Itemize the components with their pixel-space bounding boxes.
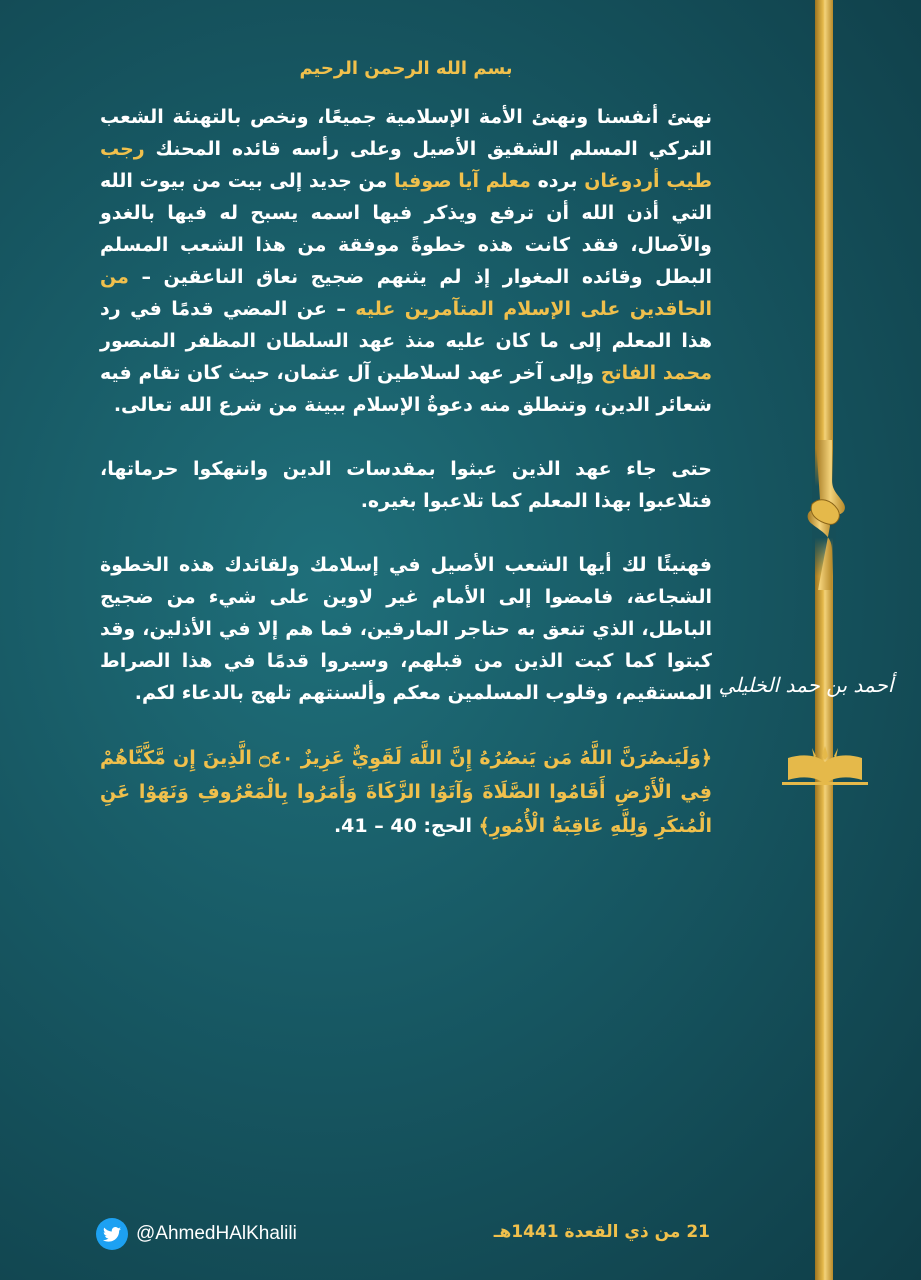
highlight-name-erdogan: رجب طيب أردوغان (100, 138, 712, 192)
text-segment: – عن المضي قدمًا في رد هذا المعلم إلى ما كان عليه منذ عهد السلطان المظفر المنصور (100, 298, 712, 352)
text-segment: وإلى آخر عهد لسلاطين آل عثمان، حيث كان تقام فيه شعائر الدين، وتنطلق منه دعوةُ الإسلام ببينة من شرع الله تعالى. (100, 362, 712, 416)
verse-text: ﴿وَلَيَنصُرَنَّ اللَّهُ مَن يَنصُرُهُ إِنَّ اللَّهَ لَقَوِيٌّ عَزِيزٌ ۝٤٠ الَّذِينَ إِن مَّكَّنَّاهُمْ فِي الْأَرْضِ أَقَامُوا الصَّلَاةَ وَآتَوُا الزَّكَاةَ وَأَمَرُوا بِالْمَعْرُوفِ وَنَهَوْا عَنِ الْمُنكَرِ وَلِلَّهِ عَاقِبَةُ الْأُمُورِ﴾ (100, 747, 712, 837)
letter-body (100, 58, 712, 843)
hijri-date: 21 من ذي القعدة 1441هـ (493, 1222, 710, 1242)
paragraph-history: حتى جاء عهد الذين عبثوا بمقدسات الدين وانتهكوا حرماتها، فتلاعبوا بهذا المعلم كما تلاعبوا بغيره. (100, 458, 712, 512)
twitter-handle[interactable]: @AhmedHAlKhalili (136, 1223, 297, 1244)
twitter-handle-group[interactable] (96, 1218, 297, 1250)
basmala-heading: بسم الله الرحمن الرحيم (299, 58, 513, 79)
highlight-hagia-sophia: معلم آيا صوفيا (394, 170, 531, 192)
paragraph-congratulations (100, 101, 712, 421)
clasped-hands-icon (792, 440, 856, 590)
verse-reference: الحج: 40 – 41. (333, 815, 479, 837)
paragraph-encouragement: فهنيئًا لك أيها الشعب الأصيل في إسلامك ولقائدك هذه الخطوة الشجاعة، فامضوا إلى الأمام غير لاوين على شيء من ضجيج الباطل، الذي تنعق به حناجر المارقين، فما هم إلا في الأذلين، وقد كبتوا كما كبت الذين من قبلهم، وسيروا قدمًا في هذا الصراط المستقيم، وقلوب المسلمين معكم وألسنتهم تلهج بالدعاء لكم. (100, 554, 712, 704)
signature: أحمد بن حمد الخليلي (718, 673, 894, 697)
twitter-icon[interactable] (96, 1218, 128, 1250)
text-segment: برده (530, 170, 585, 192)
open-book-icon (782, 742, 868, 790)
highlight-mehmed-fatih: محمد الفاتح (600, 362, 712, 384)
text-segment: نهنئ أنفسنا ونهنئ الأمة الإسلامية جميعًا، ونخص بالتهنئة الشعب التركي المسلم الشقيق الأصيل وعلى رأسه قائده المحنك (100, 106, 712, 160)
quran-verse (100, 741, 712, 843)
highlight-haters: من الحاقدين على الإسلام المتآمرين عليه (100, 266, 712, 320)
gold-vertical-bar (815, 0, 833, 1280)
text-segment: من جديد إلى بيت من بيوت الله التي أذن الله أن ترفع ويذكر فيها اسمه يسبح له فيها بالغدو والآصال، فقد كانت هذه خطوةً موفقة من هذا الشعب المسلم البطل وقائده المغوار إذ لم يثنهم ضجيج نعاق الناعقين – (100, 170, 712, 288)
